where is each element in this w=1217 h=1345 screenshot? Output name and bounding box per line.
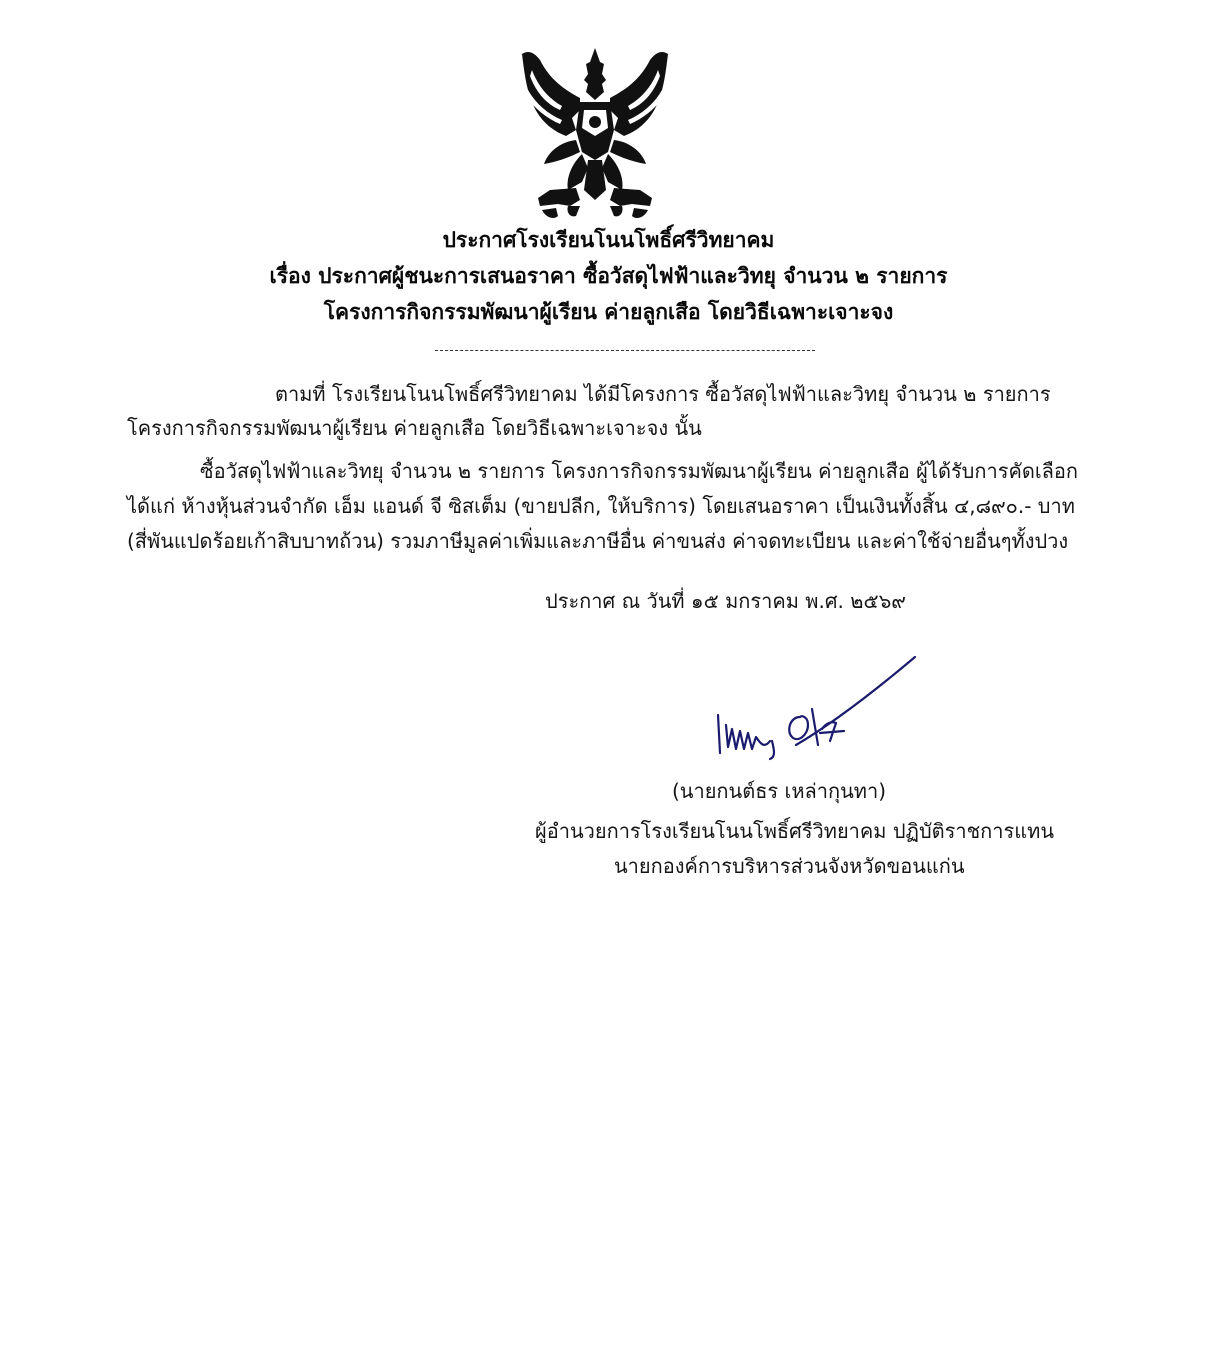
- garuda-emblem-icon: [510, 40, 680, 225]
- handwritten-signature: [700, 645, 930, 765]
- paragraph-2-line-2: ได้แก่ ห้างหุ้นส่วนจำกัด เอ็ม แอนด์ จี ซิสเต็ม (ขายปลีก, ให้บริการ) โดยเสนอราคา เป็นเงินทั้งสิ้น ๔,๘๙๐.- บาท: [127, 494, 1075, 518]
- document-subject: เรื่อง ประกาศผู้ชนะการเสนอราคา ซื้อวัสดุไฟฟ้าและวิทยุ จำนวน ๒ รายการ: [269, 264, 948, 288]
- signatory-name: (นายกนต์ธร เหล่ากุนทา): [672, 779, 887, 803]
- document-project: โครงการกิจกรรมพัฒนาผู้เรียน ค่ายลูกเสือ โดยวิธีเฉพาะเจาะจง: [323, 300, 894, 324]
- paragraph-1-line-1: ตามที่ โรงเรียนโนนโพธิ์ศรีวิทยาคม ได้มีโครงการ ซื้อวัสดุไฟฟ้าและวิทยุ จำนวน ๒ รายการ: [275, 382, 1051, 406]
- paragraph-2-line-3: (สี่พันแปดร้อยเก้าสิบบาทถ้วน) รวมภาษีมูลค่าเพิ่มและภาษีอื่น ค่าขนส่ง ค่าจดทะเบียน และค่าใช้จ่ายอื่นๆทั้งปวง: [127, 529, 1069, 553]
- announcement-date: ประกาศ ณ วันที่ ๑๕ มกราคม พ.ศ. ๒๕๖๙: [545, 589, 906, 613]
- paragraph-1-line-2: โครงการกิจกรรมพัฒนาผู้เรียน ค่ายลูกเสือ โดยวิธีเฉพาะเจาะจง นั้น: [127, 416, 702, 440]
- signatory-position: ผู้อำนวยการโรงเรียนโนนโพธิ์ศรีวิทยาคม ปฏิบัติราชการแทน: [535, 819, 1055, 843]
- signatory-position-2: นายกองค์การบริหารส่วนจังหวัดขอนแก่น: [614, 854, 965, 878]
- document-title: ประกาศโรงเรียนโนนโพธิ์ศรีวิทยาคม: [442, 228, 775, 252]
- title-divider: [435, 350, 815, 351]
- paragraph-2-line-1: ซื้อวัสดุไฟฟ้าและวิทยุ จำนวน ๒ รายการ โครงการกิจกรรมพัฒนาผู้เรียน ค่ายลูกเสือ ผู้ได้รับการคัดเลือก: [200, 459, 1079, 483]
